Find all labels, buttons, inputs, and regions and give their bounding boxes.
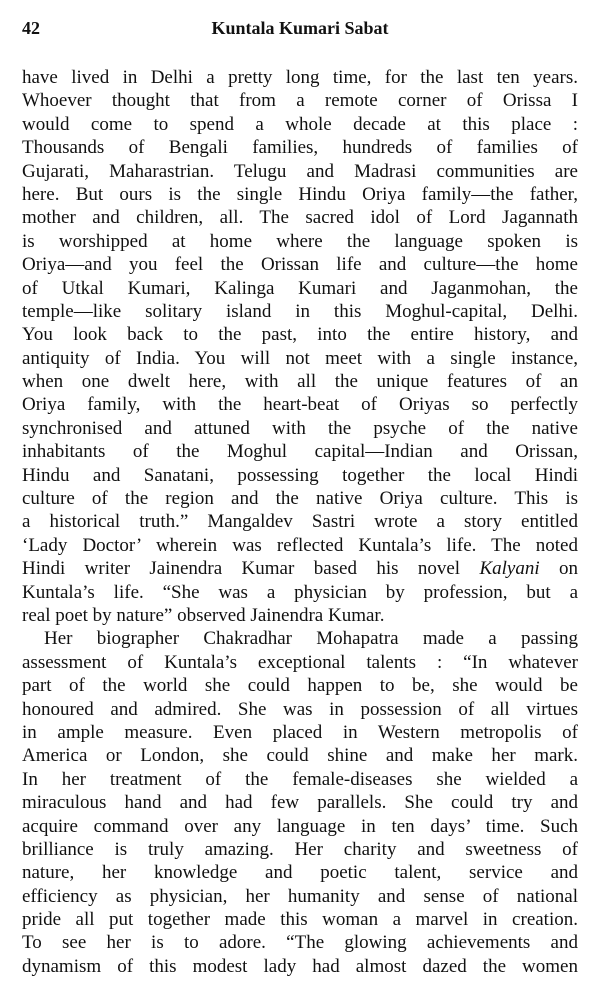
text-line: nature, her knowledge and poetic talent, service and: [22, 862, 578, 884]
text-line: culture of the region and the native Oriya culture. This is: [22, 488, 578, 510]
text-line: synchronised and attuned with the psyche of the native: [22, 417, 578, 439]
text-line: here. But ours is the single Hindu Oriya family—the father,: [22, 183, 578, 205]
text-line: antiquity of India. You will not meet with a single instance,: [22, 347, 578, 369]
text-line: Gujarati, Maharastrian. Telugu and Madrasi communities are: [22, 160, 578, 182]
text-line: efficiency as physician, her humanity and sense of national: [22, 885, 578, 907]
text-line: Whoever thought that from a remote corner of Orissa I: [22, 90, 578, 112]
body-text: [22, 66, 578, 978]
text-line: America or London, she could shine and make her mark.: [22, 745, 578, 767]
text-line: dynamism of this modest lady had almost dazed the women: [22, 955, 578, 977]
text-line: a historical truth.” Mangaldev Sastri wrote a story entitled: [22, 511, 578, 533]
line-segment: on: [539, 558, 578, 580]
text-line: Kuntala’s life. “She was a physician by profession, but a: [22, 581, 578, 603]
running-title: Kuntala Kumari Sabat: [211, 18, 389, 38]
text-line: when one dwelt here, with all the unique features of an: [22, 371, 578, 393]
text-line: acquire command over any language in ten days’ time. Such: [22, 815, 578, 837]
text-line: Oriya family, with the heart-beat of Oriyas so perfectly: [22, 394, 578, 416]
text-line: brilliance is truly amazing. Her charity and sweetness of: [22, 838, 578, 860]
text-line: pride all put together made this woman a marvel in creation.: [22, 909, 578, 931]
text-line: To see her is to adore. “The glowing achievements and: [22, 932, 578, 954]
text-line: miraculous hand and had few parallels. She could try and: [22, 792, 578, 814]
text-line: Hindu and Sanatani, possessing together the local Hindi: [22, 464, 578, 486]
text-line: In her treatment of the female-diseases she wielded a: [22, 768, 578, 790]
text-line: have lived in Delhi a pretty long time, for the last ten years.: [22, 67, 578, 88]
text-line: part of the world she could happen to be, she would be: [22, 675, 578, 697]
text-line: mother and children, all. The sacred idol of Lord Jagannath: [22, 207, 578, 229]
text-line-with-italic: [22, 557, 578, 580]
line-segment: Hindi writer Jainendra Kumar based his novel: [22, 558, 480, 580]
text-line: inhabitants of the Moghul capital—Indian and Orissan,: [22, 441, 578, 463]
text-line: You look back to the past, into the entire history, and: [22, 324, 578, 346]
text-line: ‘Lady Doctor’ wherein was reflected Kuntala’s life. The noted: [22, 534, 578, 556]
text-line: is worshipped at home where the language spoken is: [22, 230, 578, 252]
text-line: of Utkal Kumari, Kalinga Kumari and Jaganmohan, the: [22, 277, 578, 299]
text-line: Oriya—and you feel the Orissan life and culture—the home: [22, 254, 578, 276]
text-line: in ample measure. Even placed in Western metropolis of: [22, 721, 578, 743]
text-line: honoured and admired. She was in possession of all virtues: [22, 698, 578, 720]
text-line: would come to spend a whole decade at this place :: [22, 113, 578, 135]
page-header: [22, 18, 578, 44]
book-title-italic: Kalyani: [479, 558, 540, 580]
text-line: temple—like solitary island in this Moghul-capital, Delhi.: [22, 300, 578, 322]
paragraph-start-line: Her biographer Chakradhar Mohapatra made a passing: [44, 628, 578, 650]
text-line: real poet by nature” observed Jainendra Kumar.: [22, 604, 385, 626]
text-line: Thousands of Bengali families, hundreds of families of: [22, 137, 578, 159]
text-line: assessment of Kuntala’s exceptional talents : “In whatever: [22, 651, 578, 673]
page-number: 42: [22, 18, 40, 38]
